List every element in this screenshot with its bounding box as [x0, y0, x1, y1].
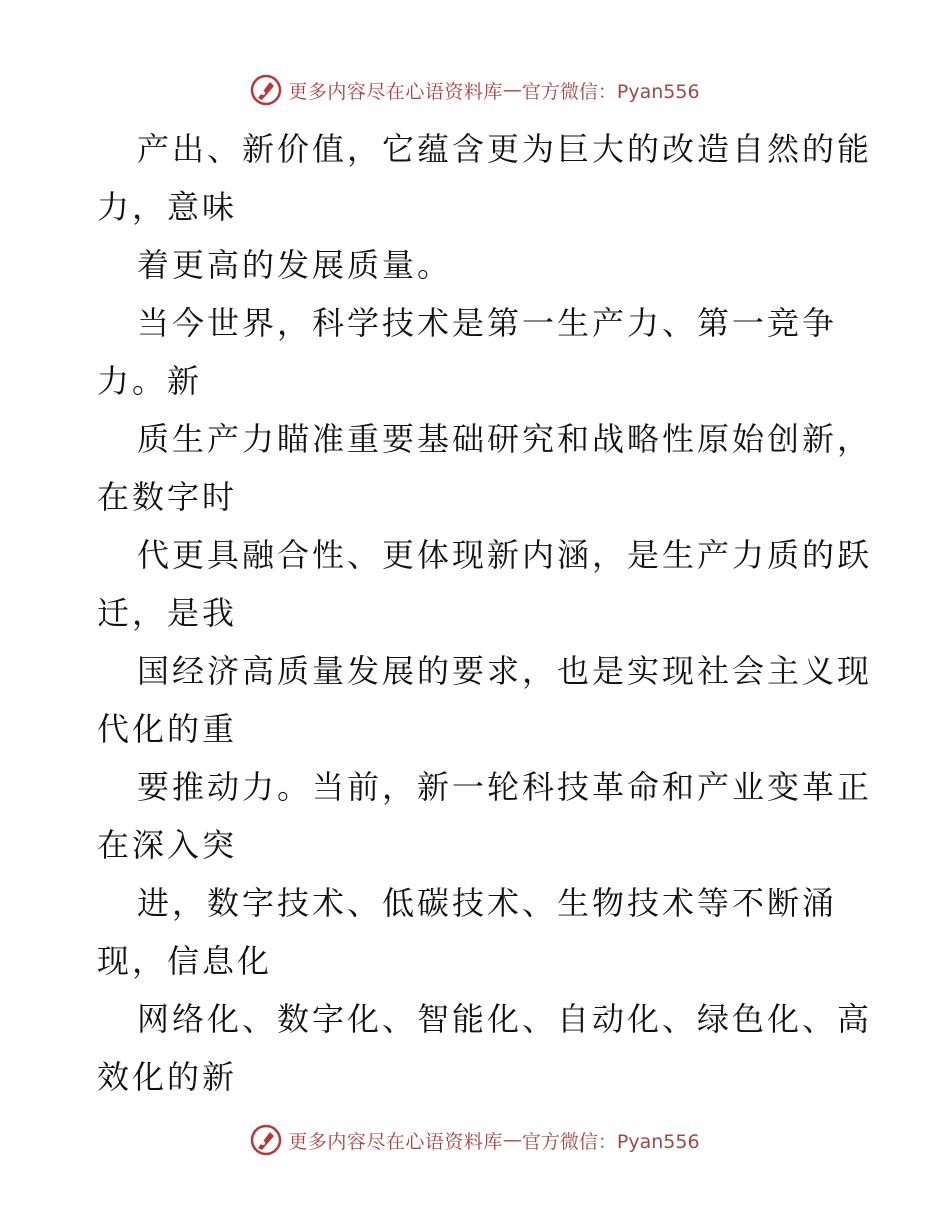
watermark-separator: —	[502, 79, 522, 101]
footer-watermark	[0, 1120, 950, 1160]
text-line: 当今世界，科学技术是第一生产力、第一竞争	[137, 304, 838, 342]
text-line: 代更具融合性、更体现新内涵，是生产力质的跃	[137, 536, 873, 574]
pen-logo-icon	[250, 1124, 282, 1156]
text-line: 质生产力瞄准重要基础研究和战略性原始创新，	[137, 420, 873, 458]
watermark-text: 更多内容尽在心语资料库	[288, 80, 503, 103]
text-line: 迁，是我	[97, 594, 238, 632]
text-line: 现，信息化	[97, 942, 273, 980]
text-line: 力。新	[97, 362, 203, 400]
watermark-text: 更多内容尽在心语资料库	[288, 1130, 503, 1153]
text-line: 着更高的发展质量。	[137, 246, 453, 284]
watermark-separator: —	[502, 1129, 522, 1151]
header-watermark	[0, 70, 950, 110]
document-body	[97, 120, 873, 1106]
text-line: 要推动力。当前，新一轮科技革命和产业变革正	[137, 768, 873, 806]
text-line: 代化的重	[97, 710, 238, 748]
text-line: 网络化、数字化、智能化、自动化、绿色化、高	[137, 1000, 873, 1038]
text-line: 在深入突	[97, 826, 238, 864]
text-line: 产出、新价值，它蕴含更为巨大的改造自然的能	[137, 130, 873, 168]
text-line: 力，意味	[97, 188, 238, 226]
pen-logo-icon	[250, 74, 282, 106]
text-line: 效化的新	[97, 1058, 238, 1096]
text-line: 进，数字技术、低碳技术、生物技术等不断涌	[137, 884, 838, 922]
text-line: 在数字时	[97, 478, 238, 516]
text-line: 国经济高质量发展的要求，也是实现社会主义现	[137, 652, 873, 690]
watermark-contact: 官方微信：Pyan556	[521, 1130, 700, 1153]
watermark-contact: 官方微信：Pyan556	[521, 80, 700, 103]
